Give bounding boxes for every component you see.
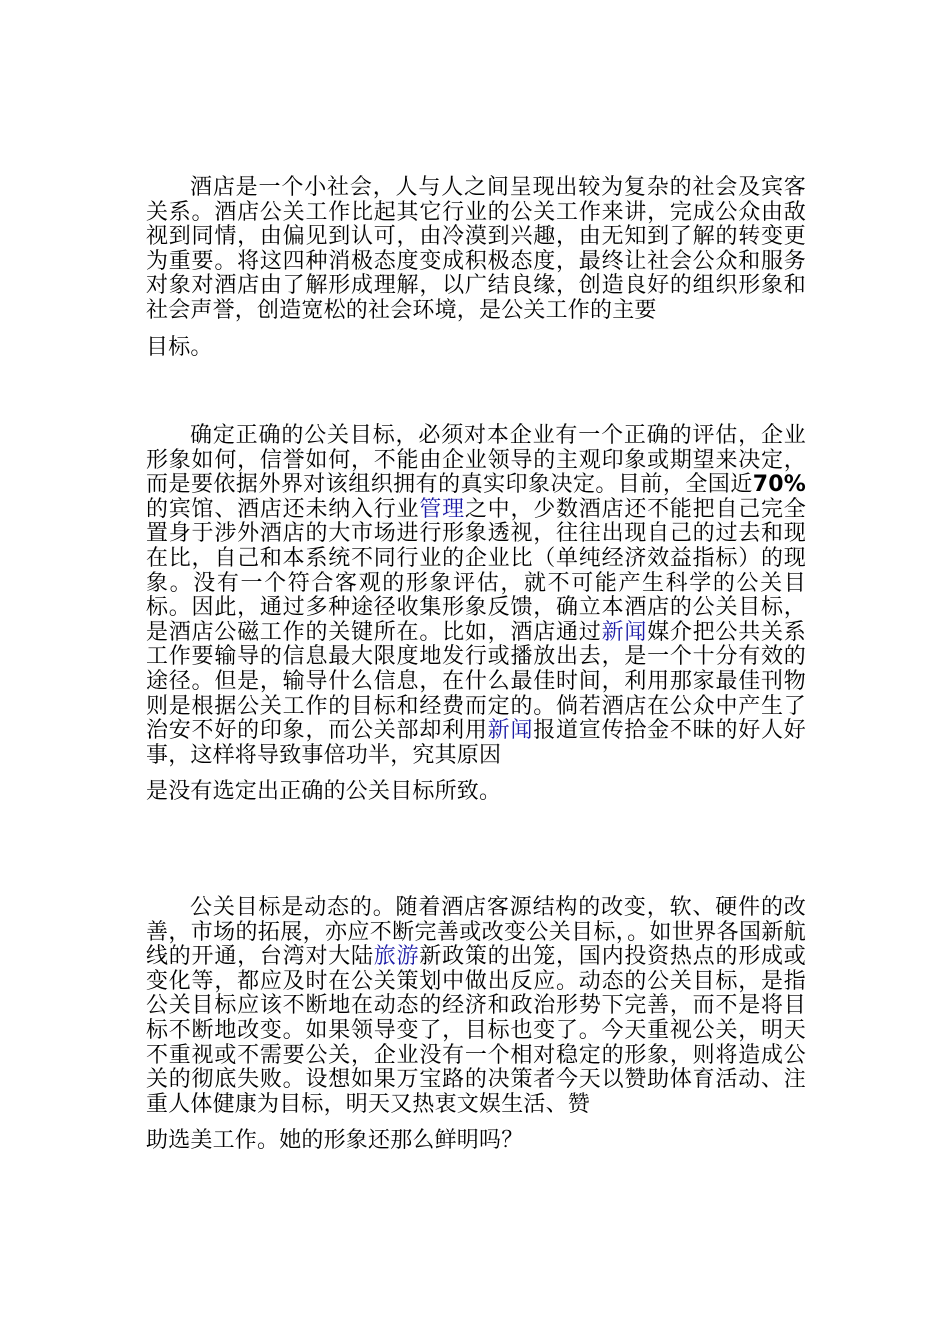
paragraph-3-text-2: 新政策的出笼，国内投资热点的形成或变化等，都应及时在公关策划中做出反应。动态的公关目标，是指公关目标应该不断地在动态的经济和政治形势下完善，而不是将目标不断地改变。如果领导变了，目标也变了。今天重视公关，明天不重视或不需要公关，企业没有一个相对稳定的形象，则将造成公关的彻底失败。设想如果万宝路的决策者今天以赞助体育活动、注重人体健康为目标，明天又热衷文娱生活、赞	[146, 944, 806, 1117]
paragraph-3	[146, 896, 806, 1154]
percent-value: 70%	[752, 472, 806, 498]
paragraph-3-tail: 助选美工作。她的形象还那么鲜明吗？	[146, 1128, 524, 1154]
link-management[interactable]: 管理	[419, 496, 465, 522]
paragraph-2-text-1: 确定正确的公关目标，必须对本企业有一个正确的评估，企业形象如何，信誉如何，不能由企业领导的主观印象或期望来决定，而是要依据外界对该组织拥有的真实印象决定。目前，全国近	[146, 423, 806, 498]
paragraph-2	[146, 424, 806, 805]
link-tourism[interactable]: 旅游	[373, 944, 420, 970]
paragraph-1	[146, 176, 806, 360]
link-news-2[interactable]: 新闻	[487, 718, 534, 744]
paragraph-1-tail: 目标。	[146, 334, 213, 360]
paragraph-1-text: 酒店是一个小社会，人与人之间呈现出较为复杂的社会及宾客关系。酒店公关工作比起其它行业的公关工作来讲，完成公众由敌视到同情，由偏见到认可，由冷漠到兴趣，由无知到了解的转变更为重要。将这四种消极态度变成积极态度，最终让社会公众和服务对象对酒店由了解形成理解，以广结良缘，创造良好的组织形象和社会声誉，创造宽松的社会环境，是公关工作的主要	[146, 175, 806, 323]
link-news-1[interactable]: 新闻	[601, 619, 648, 645]
paragraph-2-tail: 是没有选定出正确的公关目标所致。	[146, 779, 502, 805]
paragraph-2-text-5: 报道宣传拾金不昧的好人好事，这样将导致事倍功半，究其原因	[146, 718, 806, 768]
paragraph-3-text-1: 公关目标是动态的。随着酒店客源结构的改变，软、硬件的改善，市场的拓展，亦应不断完善或改变公关目标，。如世界各国新航线的开通，台湾对大陆	[146, 895, 806, 970]
paragraph-2-text-3: 之中，少数酒店还不能把自己完全置身于涉外酒店的大市场进行形象透视，往往出现自己的过去和现在比，自己和本系统不同行业的企业比（单纯经济效益指标）的现象。没有一个符合客观的形象评估，就不可能产生科学的公关目标。因此，通过多种途径收集形象反馈，确立本酒店的公关目标，是酒店公磁工作的关键所在。比如，酒店通过	[146, 496, 806, 645]
paragraph-2-text-2: 的宾馆、酒店还未纳入行业	[146, 496, 420, 522]
paragraph-2-text-4: 媒介把公共关系工作要输导的信息最大限度地发行或播放出去，是一个十分有效的途径。但是，输导什么信息，在什么最佳时间，利用那家最佳刊物则是根据公关工作的目标和经费而定的。倘若酒店在公众中产生了治安不好的印象，而公关部却利用	[146, 619, 806, 744]
